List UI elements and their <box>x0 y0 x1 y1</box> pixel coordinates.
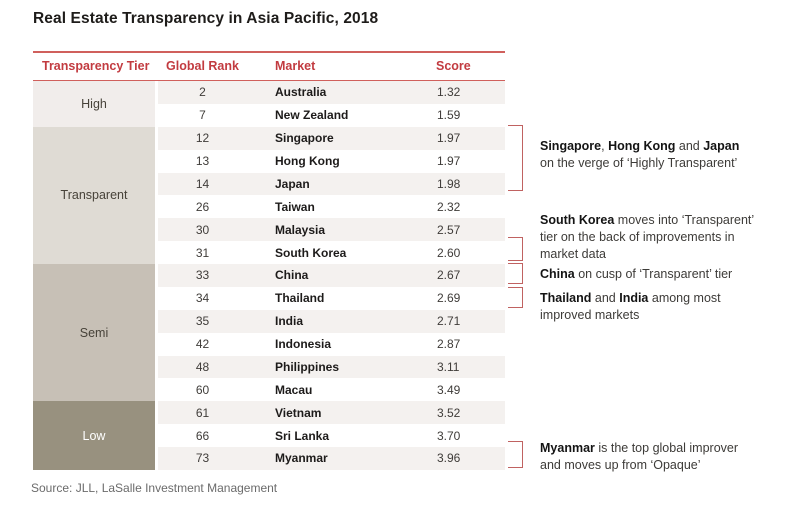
table-row <box>158 150 505 173</box>
column-header-score: Score <box>436 59 471 73</box>
table-row <box>158 424 505 447</box>
annotation-line: on the verge of ‘Highly Transparent’ <box>540 156 738 170</box>
tier-label: Transparent <box>60 188 128 203</box>
rank-cell: 30 <box>195 222 210 237</box>
rows-column <box>158 81 505 470</box>
rank-cell: 7 <box>199 108 206 123</box>
annotation-line: Singapore, Hong Kong and Japan <box>540 139 740 153</box>
table-row <box>158 127 505 150</box>
rank-cell: 42 <box>195 337 210 352</box>
market-cell: Myanmar <box>275 451 328 466</box>
table-row <box>158 173 505 196</box>
table-row <box>158 356 505 379</box>
rank-cell: 26 <box>195 199 210 214</box>
annotation-bracket <box>508 287 523 308</box>
tier-label: High <box>81 96 107 111</box>
tier-cell-low <box>33 401 155 470</box>
annotation-bracket <box>508 237 523 261</box>
rank-cell: 48 <box>195 359 210 374</box>
market-cell: Thailand <box>275 291 325 306</box>
market-cell: Singapore <box>275 131 334 146</box>
market-cell: Malaysia <box>275 222 326 237</box>
rank-cell: 35 <box>195 314 210 329</box>
annotation-line: Thailand and India among most <box>540 291 721 305</box>
source-note: Source: JLL, LaSalle Investment Management <box>31 481 278 495</box>
score-cell: 2.87 <box>437 337 461 352</box>
table-body <box>33 81 505 470</box>
score-cell: 3.70 <box>437 428 461 443</box>
tier-label: Semi <box>79 325 109 340</box>
annotation-bracket <box>508 263 523 284</box>
market-cell: New Zealand <box>275 108 349 123</box>
annotation-line: and moves up from ‘Opaque’ <box>540 458 701 472</box>
market-cell: China <box>275 268 309 283</box>
annotation-text <box>540 138 739 172</box>
market-cell: Macau <box>275 382 313 397</box>
rank-cell: 61 <box>195 405 210 420</box>
column-header-tier: Transparency Tier <box>42 59 150 73</box>
tier-cell-high <box>33 81 155 127</box>
tier-cell-semi <box>33 264 155 401</box>
annotation-line: Myanmar is the top global improver <box>540 441 739 455</box>
market-cell: Taiwan <box>275 199 315 214</box>
market-cell: Japan <box>275 176 310 191</box>
score-cell: 2.60 <box>437 245 461 260</box>
table-row <box>158 195 505 218</box>
table-row <box>158 241 505 264</box>
annotation-text <box>540 290 721 324</box>
score-cell: 3.96 <box>437 451 461 466</box>
tier-cell-transparent <box>33 127 155 264</box>
market-cell: Indonesia <box>275 337 332 352</box>
market-cell: Hong Kong <box>275 154 340 169</box>
table-row <box>158 401 505 424</box>
market-cell: Sri Lanka <box>275 428 330 443</box>
rank-cell: 13 <box>195 154 210 169</box>
annotation-line: South Korea moves into ‘Transparent’ <box>540 213 755 227</box>
score-cell: 2.67 <box>437 268 461 283</box>
rank-cell: 73 <box>195 451 210 466</box>
tier-column <box>33 81 155 470</box>
market-cell: India <box>275 314 304 329</box>
rank-cell: 66 <box>195 428 210 443</box>
market-cell: South Korea <box>275 245 347 260</box>
table-row <box>158 264 505 287</box>
table-row <box>158 333 505 356</box>
score-cell: 3.49 <box>437 382 461 397</box>
market-cell: Vietnam <box>275 405 322 420</box>
annotation-bracket <box>508 125 523 191</box>
rank-cell: 60 <box>195 382 210 397</box>
table-header-row <box>33 53 505 80</box>
annotation-text <box>540 212 754 263</box>
annotation-text <box>540 266 732 283</box>
annotation-bracket <box>508 441 523 468</box>
annotation-line: tier on the back of improvements in <box>540 230 735 244</box>
score-cell: 1.98 <box>437 176 461 191</box>
table-row <box>158 310 505 333</box>
score-cell: 3.11 <box>437 359 460 374</box>
score-cell: 2.57 <box>437 222 461 237</box>
rank-cell: 34 <box>195 291 210 306</box>
column-header-market: Market <box>275 59 316 73</box>
market-cell: Australia <box>275 85 327 100</box>
table-row <box>158 218 505 241</box>
score-cell: 1.97 <box>437 154 461 169</box>
rank-cell: 33 <box>195 268 210 283</box>
transparency-table <box>33 51 505 470</box>
score-cell: 2.69 <box>437 291 461 306</box>
table-row <box>158 81 505 104</box>
score-cell: 1.32 <box>437 85 461 100</box>
score-cell: 1.97 <box>437 131 461 146</box>
tier-label: Low <box>82 428 106 443</box>
rank-cell: 12 <box>195 131 210 146</box>
table-row <box>158 104 505 127</box>
annotation-line: China on cusp of ‘Transparent’ tier <box>540 267 733 281</box>
annotation-line: improved markets <box>540 308 640 322</box>
score-cell: 3.52 <box>437 405 461 420</box>
table-row <box>158 447 505 470</box>
annotation-text <box>540 440 738 474</box>
rank-cell: 2 <box>199 85 206 100</box>
table-row <box>158 378 505 401</box>
page-title: Real Estate Transparency in Asia Pacific, 2018 <box>33 10 379 27</box>
rank-cell: 31 <box>195 245 210 260</box>
table-row <box>158 287 505 310</box>
rank-cell: 14 <box>195 176 210 191</box>
score-cell: 2.32 <box>437 199 461 214</box>
column-header-rank: Global Rank <box>166 59 239 73</box>
score-cell: 2.71 <box>437 314 461 329</box>
market-cell: Philippines <box>275 359 340 374</box>
annotation-line: market data <box>540 247 607 261</box>
score-cell: 1.59 <box>437 108 461 123</box>
